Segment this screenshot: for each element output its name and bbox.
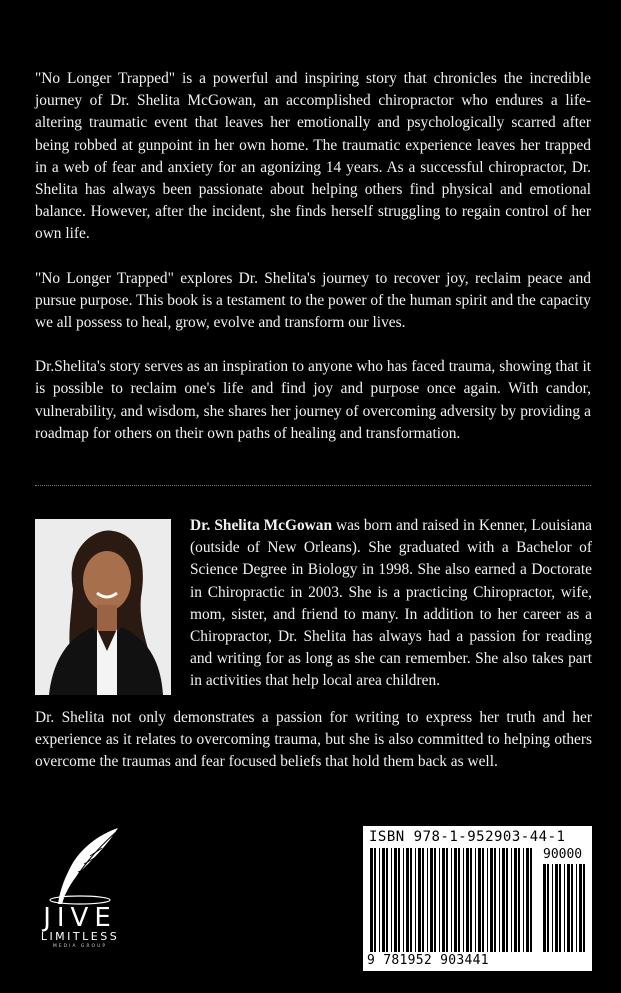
barcode-bar [427, 848, 428, 952]
barcode-bar [478, 848, 481, 952]
barcode-bar [552, 864, 553, 952]
barcode-bar [406, 848, 409, 952]
author-name: Dr. Shelita McGowan [190, 517, 333, 534]
ean-barcode-bars [368, 848, 536, 952]
publisher-name-media-group: MEDIA GROUP [52, 944, 108, 949]
barcode-bar [422, 848, 424, 952]
barcode-bar [475, 848, 476, 952]
barcode-bar [487, 848, 488, 952]
barcode-bar [458, 848, 460, 952]
barcode-bar [494, 848, 496, 952]
dotted-divider [35, 485, 591, 486]
addon-barcode-bars [541, 864, 587, 952]
barcode-bar [555, 864, 558, 952]
barcode-bar [506, 848, 508, 952]
barcode-bar [451, 848, 452, 952]
barcode-bar [430, 848, 433, 952]
barcode-bar [466, 848, 469, 952]
barcode-bar [454, 848, 457, 952]
barcode-bar [434, 848, 436, 952]
barcode-bar [410, 848, 412, 952]
barcode-bar [446, 848, 448, 952]
isbn-label: ISBN 978-1-952903-44-1 [369, 829, 566, 845]
barcode-bar [386, 848, 388, 952]
barcode-bar [511, 848, 512, 952]
barcode-bar [391, 848, 392, 952]
publisher-name-jive: JIVE [43, 903, 117, 933]
barcode-bar [442, 848, 445, 952]
barcode-bar [502, 848, 505, 952]
author-bio [190, 515, 592, 693]
barcode-bar [559, 864, 561, 952]
author-bio-text: was born and raised in Kenner, Louisiana (outside of New Orleans). She graduated with a Bachelor of Science Degree in Biology in 1998. She also earned a Doctorate in Chiropractic in 2003. She is a practicing Chiropractor, wife, mom, sister, and friend to many. In addition to her career as a Chiropractor, Dr. Shelita has always had a passion for reading and writing for as long as she can remember. She also takes part in activities that help local area children. [190, 517, 592, 690]
barcode-bar [439, 848, 440, 952]
barcode-bar [547, 864, 549, 952]
barcode-bar [518, 848, 520, 952]
author-bio-continued: Dr. Shelita not only demonstrates a passion for writing to express her truth and her experience as it relates to overcoming trauma, but she is also committed to helping others overcome the traumas and fear focused beliefs that hold them back as well. [35, 709, 592, 771]
publisher-name-limitless: LIMITLESS [40, 930, 120, 943]
barcode-bar [530, 848, 532, 952]
barcode-bar [470, 848, 472, 952]
barcode-bar [374, 848, 376, 952]
barcode-bar [583, 864, 585, 952]
barcode-bar [382, 848, 385, 952]
barcode-bar [379, 848, 380, 952]
barcode-bar [398, 848, 400, 952]
ean-digits: 9 781952 903441 [367, 953, 489, 968]
publisher-wordmark [30, 905, 130, 951]
barcode-bar [567, 864, 570, 952]
barcode-bar [499, 848, 500, 952]
blurb-paragraph-1: "No Longer Trapped" is a powerful and inspiring story that chronicles the incredible journey of Dr. Shelita McGowan, an accomplished chiropractor who endures a life-altering traumatic event that leaves her emotionally and psychologically scarred after being robbed at gunpoint in her own home. The traumatic experience leaves her trapped in a web of fear and anxiety for an agonizing 14 years. As a successful chiropractor, Dr. Shelita has always been passionate about helping others find physical and emotional balance. However, after the incident, she finds herself struggling to regain control of her own life. [35, 70, 591, 243]
barcode-bar [415, 848, 416, 952]
barcode-bar [370, 848, 373, 952]
barcode-bar [394, 848, 397, 952]
barcode-bar [523, 848, 524, 952]
barcode-bar [463, 848, 464, 952]
barcode-bar [403, 848, 404, 952]
barcode-bar [482, 848, 484, 952]
author-photo [35, 519, 171, 695]
barcode-bar [579, 864, 582, 952]
back-cover-blurb [35, 68, 591, 467]
barcode-bar [576, 864, 577, 952]
blurb-paragraph-2: "No Longer Trapped" explores Dr. Shelita's journey to recover joy, reclaim peace and pursue purpose. This book is a testament to the power of the human spirit and the capacity we all possess to heal, grow, evolve and transform our lives. [35, 269, 591, 332]
price-code: 90000 [543, 847, 583, 862]
barcode-bar [564, 864, 565, 952]
barcode-bar [543, 864, 546, 952]
barcode-bar [418, 848, 421, 952]
isbn-barcode [363, 826, 592, 971]
feather-icon [30, 826, 130, 906]
barcode-bar [571, 864, 573, 952]
barcode-bar [490, 848, 493, 952]
blurb-paragraph-3: Dr.Shelita's story serves as an inspiration to anyone who has faced trauma, showing that it is possible to reclaim one's life and find joy and purpose once again. With candor, vulnerability, and wisdom, she shares her journey of overcoming adversity by providing a roadmap for others on their own paths of healing and transformation. [35, 358, 591, 442]
barcode-bar [526, 848, 529, 952]
barcode-bar [514, 848, 517, 952]
